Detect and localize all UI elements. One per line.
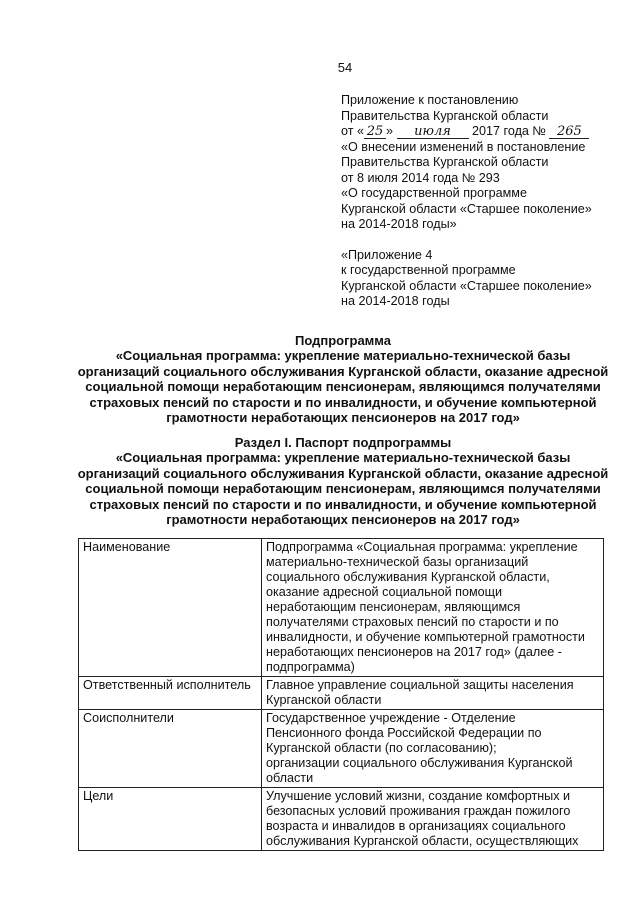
value-line: Главное управление социальной защиты населения xyxy=(266,678,574,692)
row-value xyxy=(262,710,604,788)
appendix-line: к государственной программе xyxy=(341,263,516,277)
table-row xyxy=(79,788,604,851)
appendix-line: Курганской области «Старшее поколение» xyxy=(341,278,592,293)
value-line: обслуживания Курганской области, осуществляющих xyxy=(266,834,579,848)
row-value xyxy=(262,539,604,677)
heading-line: грамотности неработающих пенсионеров на 2017 год» xyxy=(166,512,520,528)
heading-line: организаций социального обслуживания Курганской области, оказание адресной xyxy=(77,363,609,379)
heading-line: социальной помощи неработающим пенсионерам, являющимся получателями xyxy=(85,481,601,497)
value-line: социального обслуживания Курганской области, xyxy=(266,570,550,584)
value-line: подпрограмма) xyxy=(266,660,355,674)
appendix-block xyxy=(341,93,631,310)
value-line: организации социального обслуживания Курганской xyxy=(266,756,573,770)
date-year-text: 2017 года № xyxy=(472,124,546,138)
handwritten-day: 25 xyxy=(364,126,386,139)
value-line: области xyxy=(266,771,314,785)
heading-line: страховых пенсий по старости и по инвалидности, и обучение компьютерной xyxy=(89,394,597,410)
appendix-line: на 2014-2018 годы xyxy=(341,294,450,308)
value-line: Подпрограмма «Социальная программа: укрепление xyxy=(266,540,578,554)
appendix-line: от 8 июля 2014 года № 293 xyxy=(341,170,500,185)
heading-line: «Социальная программа: укрепление материально-технической базы xyxy=(115,450,571,466)
table-row xyxy=(79,539,604,677)
heading-line: Раздел I. Паспорт подпрограммы xyxy=(234,435,452,450)
passport-table xyxy=(78,538,604,851)
subprogram-heading xyxy=(70,333,616,425)
section-heading xyxy=(70,435,616,527)
heading-line: «Социальная программа: укрепление материально-технической базы xyxy=(115,348,571,364)
date-quote-close: » xyxy=(386,124,394,138)
heading-line: социальной помощи неработающим пенсионерам, являющимся получателями xyxy=(85,379,601,395)
row-label: Цели xyxy=(79,788,262,851)
appendix-line: Приложение к постановлению xyxy=(341,93,519,107)
date-prefix: от « xyxy=(341,124,364,138)
row-label: Ответственный исполнитель xyxy=(79,677,262,710)
value-line: безопасных условий проживания граждан пожилого xyxy=(266,804,571,818)
value-line: неработающим пенсионерам, являющимся xyxy=(266,600,521,614)
value-line: получателями страховых пенсий по старости и по xyxy=(266,615,559,629)
spacer xyxy=(341,233,631,248)
value-line: возраста и инвалидов в организациях социального xyxy=(266,819,566,833)
value-line: неработающих пенсионеров на 2017 год» (далее - xyxy=(266,645,562,659)
heading-line: грамотности неработающих пенсионеров на 2017 год» xyxy=(166,410,520,426)
value-line: материально-технической базы организаций xyxy=(266,555,529,569)
row-label: Наименование xyxy=(79,539,262,677)
heading-line: страховых пенсий по старости и по инвалидности, и обучение компьютерной xyxy=(89,496,597,512)
handwritten-month: июля xyxy=(397,126,469,139)
handwritten-number: 265 xyxy=(549,126,589,139)
heading-line: организаций социального обслуживания Курганской области, оказание адресной xyxy=(77,465,609,481)
appendix-line: «О внесении изменений в постановление xyxy=(341,139,586,154)
value-line: Пенсионного фонда Российской Федерации по xyxy=(266,726,542,740)
value-line: инвалидности, и обучение компьютерной грамотности xyxy=(266,630,585,644)
appendix-line: Правительства Курганской области xyxy=(341,108,549,123)
value-line: Улучшение условий жизни, создание комфортных и xyxy=(266,789,571,803)
table-row xyxy=(79,677,604,710)
row-value xyxy=(262,788,604,851)
appendix-line: «Приложение 4 xyxy=(341,247,433,262)
appendix-date-line xyxy=(341,124,631,140)
page-number: 54 xyxy=(337,60,353,75)
value-line: Курганской области xyxy=(266,693,382,707)
appendix-line: «О государственной программе xyxy=(341,186,527,200)
value-line: оказание адресной социальной помощи xyxy=(266,585,503,599)
appendix-line: Правительства Курганской области xyxy=(341,155,549,169)
appendix-line: Курганской области «Старшее поколение» xyxy=(341,201,592,216)
value-line: Курганской области (по согласованию); xyxy=(266,741,497,755)
heading-line: Подпрограмма xyxy=(295,333,391,348)
table-row xyxy=(79,710,604,788)
value-line: Государственное учреждение - Отделение xyxy=(266,711,516,725)
appendix-line: на 2014-2018 годы» xyxy=(341,217,457,231)
row-value xyxy=(262,677,604,710)
row-label: Соисполнители xyxy=(79,710,262,788)
